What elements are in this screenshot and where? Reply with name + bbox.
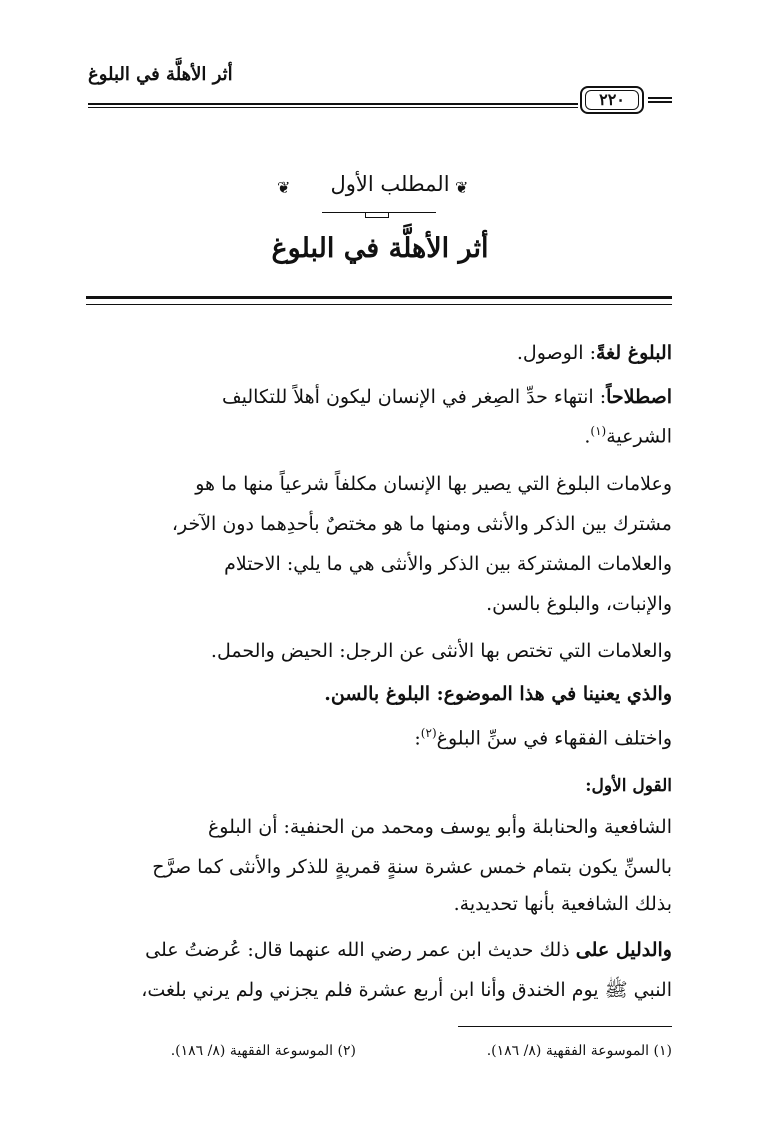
disagreement-line: واختلف الفقهاء في سنِّ البلوغ$^{(٢)}$: (414, 726, 672, 750)
paragraph-line: مشترك بين الذكر والأنثى ومنها ما هو مختصٌ بأحدِهما دون الآخر، (171, 513, 672, 535)
footnote-marker: (١) (590, 424, 607, 438)
page-number: ٢٢٠ (580, 86, 644, 114)
header-dash (648, 97, 672, 103)
paragraph-line: بذلك الشافعية بأنها تحديدية. (453, 893, 672, 915)
paragraph-line: الشافعية والحنابلة وأبو يوسف ومحمد من الحنفية: أن البلوغ (207, 816, 672, 838)
female-signs-line: والعلامات التي تختص بها الأنثى عن الرجل: الحيض والحمل. (210, 640, 672, 662)
topic-line: والذي يعنينا في هذا الموضوع: البلوغ بالسن. (324, 683, 672, 705)
evidence-term: والدليل على (575, 939, 672, 961)
definition-text: الشرعية (606, 425, 672, 448)
ornament-icon: ❦ (455, 178, 469, 197)
header-rule (88, 103, 578, 108)
definition-technical-line: الشرعية$^{(١)}$. (584, 424, 672, 448)
footnote-1: (١) الموسوعة الفقهية (٨/ ١٨٦). (486, 1043, 672, 1059)
paragraph-line: والإنبات، والبلوغ بالسن. (486, 593, 672, 615)
paragraph-line: والعلامات المشتركة بين الذكر والأنثى هي ما يلي: الاحتلام (224, 553, 672, 575)
evidence-line: النبي ﷺ يوم الخندق وأنا ابن أربع عشرة فلم يجزني ولم يرني بلغت، (141, 979, 672, 1001)
definition-term: اصطلاحاً (606, 386, 672, 408)
page-title: أثر الأهلَّة في البلوغ (271, 233, 489, 264)
footnote-rule (458, 1026, 672, 1027)
footnote-marker: (٢) (420, 726, 437, 740)
footnote-2: (٢) الموسوعة الفقهية (٨/ ١٨٦). (170, 1043, 356, 1059)
definition-technical-line (86, 386, 672, 408)
definition-term: البلوغ لغةً (596, 342, 672, 364)
definition-text: : انتهاء حدِّ الصِغر في الإنسان ليكون أهلاً للتكاليف (221, 386, 607, 408)
running-header-title: أثر الأهلَّة في البلوغ (88, 64, 233, 85)
evidence-line: والدليل على ذلك حديث ابن عمر رضي الله عنهما قال: عُرضتُ على (145, 939, 672, 961)
title-rule (86, 296, 672, 305)
section-underline-tab (365, 212, 389, 218)
definition-text: : الوصول. (516, 342, 596, 364)
paragraph-line: وعلامات البلوغ التي يصير بها الإنسان مكلفاً شرعياً منها ما هو (195, 473, 672, 495)
paragraph-line: بالسنِّ يكون بتمام خمس عشرة سنةٍ قمريةٍ للذكر والأنثى كما صرَّح (152, 856, 672, 878)
definition-language (86, 342, 672, 364)
opinion-heading: القول الأول: (585, 776, 672, 796)
ornament-icon: ❦ (277, 178, 291, 197)
section-label: المطلب الأول (330, 172, 450, 196)
